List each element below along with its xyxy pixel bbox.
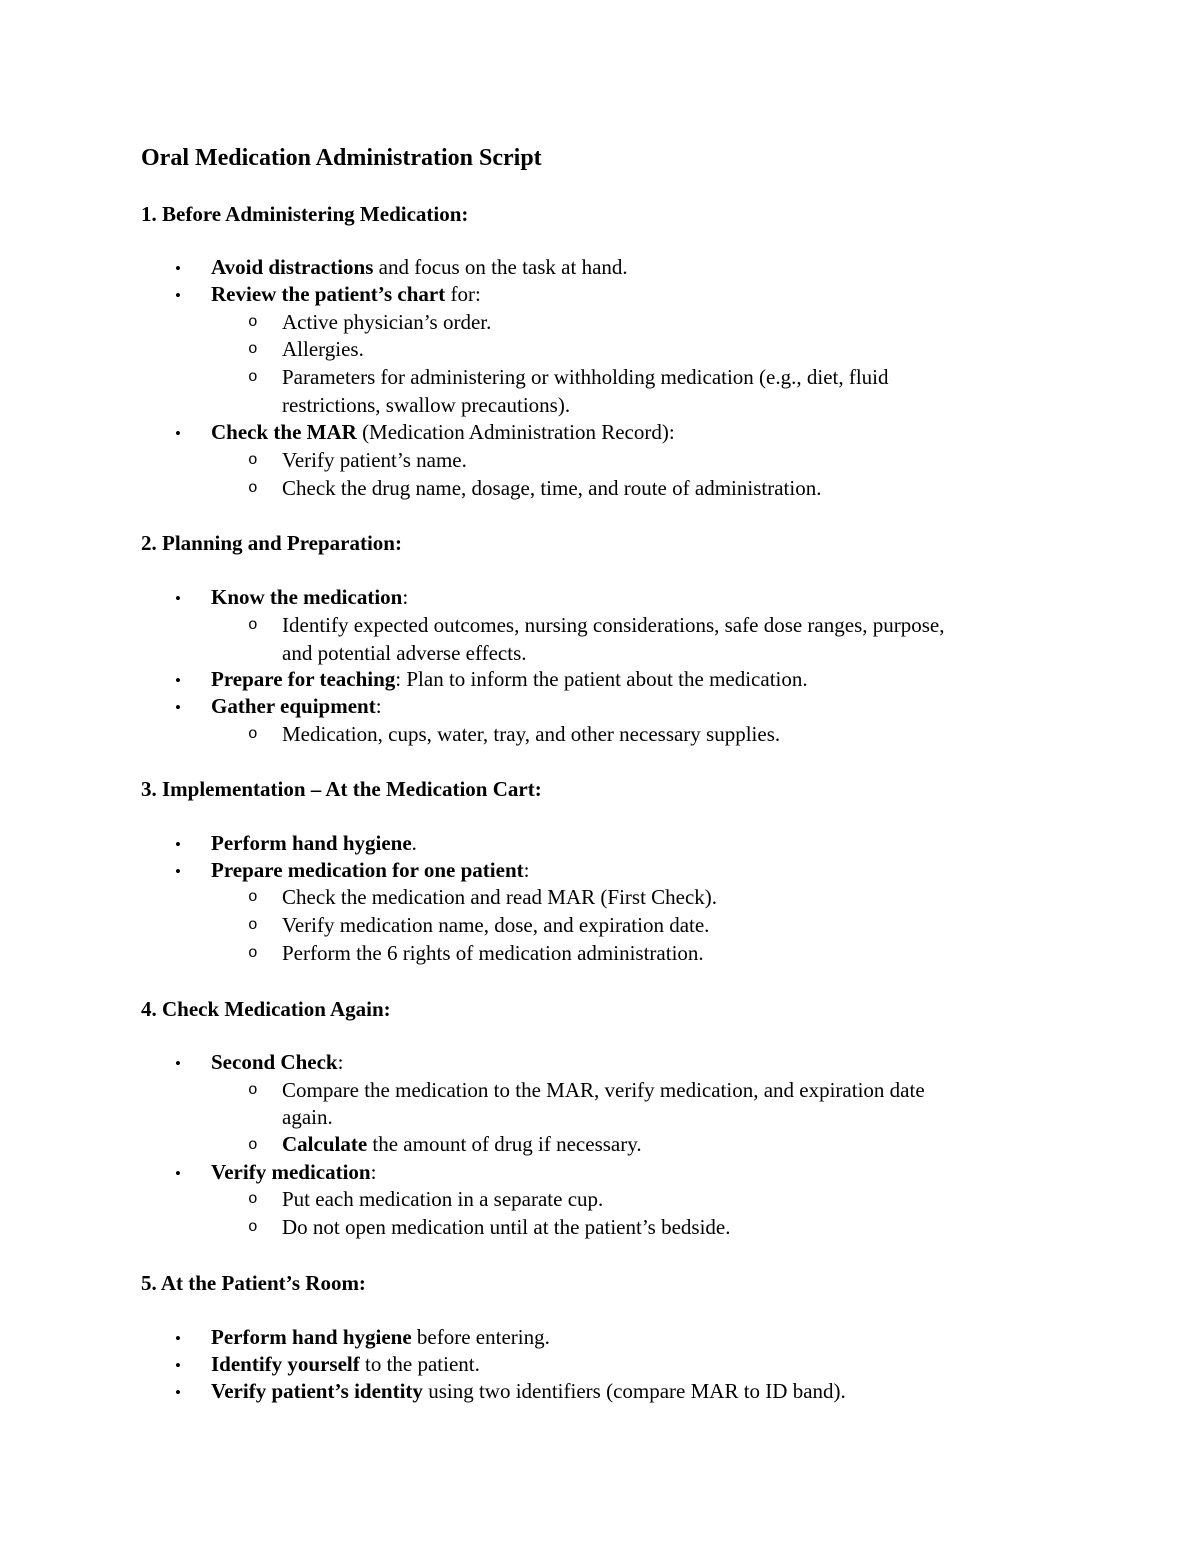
sub-list-item: Parameters for administering or withholding medication (e.g., diet, fluid (282, 365, 889, 389)
sub-bullet-marker: o (248, 1081, 258, 1099)
bullet-marker: • (175, 671, 181, 690)
list-item (211, 1378, 846, 1405)
item-emphasis: Verify medication (211, 1160, 371, 1184)
item-text: to the patient. (359, 1352, 480, 1376)
list-item (211, 254, 628, 281)
section-heading-planning: 2. Planning and Preparation: (141, 531, 402, 555)
item-emphasis: Calculate (282, 1132, 368, 1156)
list-item (211, 419, 675, 446)
bullet-marker: • (175, 862, 181, 881)
bullet-marker: • (175, 698, 181, 717)
sub-list-item: Check the drug name, dosage, time, and route of administration. (282, 476, 822, 500)
sub-list-item: Put each medication in a separate cup. (282, 1187, 604, 1211)
bullet-marker: • (175, 1054, 181, 1073)
list-item (211, 1324, 550, 1351)
bullet-marker: • (175, 1356, 181, 1375)
list-item (211, 1159, 376, 1186)
sub-bullet-marker: o (248, 479, 258, 497)
item-text: : (337, 1050, 344, 1074)
bullet-marker: • (175, 835, 181, 854)
item-text: : (375, 694, 382, 718)
sub-bullet-marker: o (248, 340, 258, 358)
section-heading-check-again: 4. Check Medication Again: (141, 997, 391, 1021)
sub-list-item: Do not open medication until at the patient’s bedside. (282, 1215, 731, 1239)
item-text: : Plan to inform the patient about the medication. (395, 667, 808, 691)
sub-bullet-marker: o (248, 1136, 258, 1154)
bullet-marker: • (175, 589, 181, 608)
bullet-marker: • (175, 286, 181, 305)
bullet-marker: • (175, 1383, 181, 1402)
sub-bullet-marker: o (248, 368, 258, 386)
sub-bullet-marker: o (248, 944, 258, 962)
list-item (211, 693, 382, 720)
sub-list-item: Medication, cups, water, tray, and other necessary supplies. (282, 722, 781, 746)
item-text: using two identifiers (compare MAR to ID band). (422, 1379, 846, 1403)
sub-list-item: Active physician’s order. (282, 310, 492, 334)
section-heading-patient-room: 5. At the Patient’s Room: (141, 1271, 366, 1295)
section-heading-implementation: 3. Implementation – At the Medication Cart: (141, 777, 542, 801)
item-emphasis: Prepare for teaching (211, 667, 396, 691)
list-item (211, 1049, 343, 1076)
item-text: for: (445, 282, 481, 306)
bullet-marker: • (175, 1164, 181, 1183)
item-emphasis: Identify yourself (211, 1352, 360, 1376)
sub-list-item: Verify patient’s name. (282, 448, 467, 472)
sub-list-item-continuation: and potential adverse effects. (282, 641, 527, 665)
item-text: before entering. (411, 1325, 550, 1349)
sub-list-item-continuation: restrictions, swallow precautions). (282, 393, 571, 417)
sub-bullet-marker: o (248, 313, 258, 331)
sub-bullet-marker: o (248, 725, 258, 743)
sub-list-item: Identify expected outcomes, nursing considerations, safe dose ranges, purpose, (282, 613, 945, 637)
sub-list-item (282, 1131, 642, 1158)
bullet-marker: • (175, 259, 181, 278)
sub-bullet-marker: o (248, 888, 258, 906)
item-text: . (411, 831, 417, 855)
item-emphasis: Check the MAR (211, 420, 357, 444)
document-title: Oral Medication Administration Script (141, 145, 542, 171)
sub-list-item: Check the medication and read MAR (First Check). (282, 885, 718, 909)
item-emphasis: Verify patient’s identity (211, 1379, 423, 1403)
item-emphasis: Know the medication (211, 585, 403, 609)
section-heading-before-administering: 1. Before Administering Medication: (141, 202, 469, 226)
item-text: : (402, 585, 409, 609)
item-emphasis: Perform hand hygiene (211, 1325, 412, 1349)
sub-list-item-continuation: again. (282, 1105, 333, 1129)
sub-bullet-marker: o (248, 1190, 258, 1208)
bullet-marker: • (175, 424, 181, 443)
item-emphasis: Second Check (211, 1050, 338, 1074)
sub-bullet-marker: o (248, 451, 258, 469)
item-text: the amount of drug if necessary. (367, 1132, 642, 1156)
sub-list-item: Verify medication name, dose, and expiration date. (282, 913, 710, 937)
list-item (211, 830, 417, 857)
item-emphasis: Review the patient’s chart (211, 282, 446, 306)
list-item (211, 1351, 480, 1378)
item-text: : (523, 858, 530, 882)
bullet-marker: • (175, 1329, 181, 1348)
item-emphasis: Gather equipment (211, 694, 376, 718)
item-text: (Medication Administration Record): (356, 420, 675, 444)
sub-list-item: Allergies. (282, 337, 364, 361)
list-item (211, 857, 529, 884)
sub-bullet-marker: o (248, 1218, 258, 1236)
item-text: : (370, 1160, 377, 1184)
sub-list-item: Perform the 6 rights of medication administration. (282, 941, 704, 965)
list-item (211, 584, 408, 611)
sub-list-item: Compare the medication to the MAR, verify medication, and expiration date (282, 1078, 925, 1102)
sub-bullet-marker: o (248, 916, 258, 934)
list-item (211, 281, 481, 308)
list-item (211, 666, 808, 693)
item-emphasis: Prepare medication for one patient (211, 858, 524, 882)
item-text: and focus on the task at hand. (373, 255, 628, 279)
sub-bullet-marker: o (248, 616, 258, 634)
item-emphasis: Perform hand hygiene (211, 831, 412, 855)
item-emphasis: Avoid distractions (211, 255, 374, 279)
